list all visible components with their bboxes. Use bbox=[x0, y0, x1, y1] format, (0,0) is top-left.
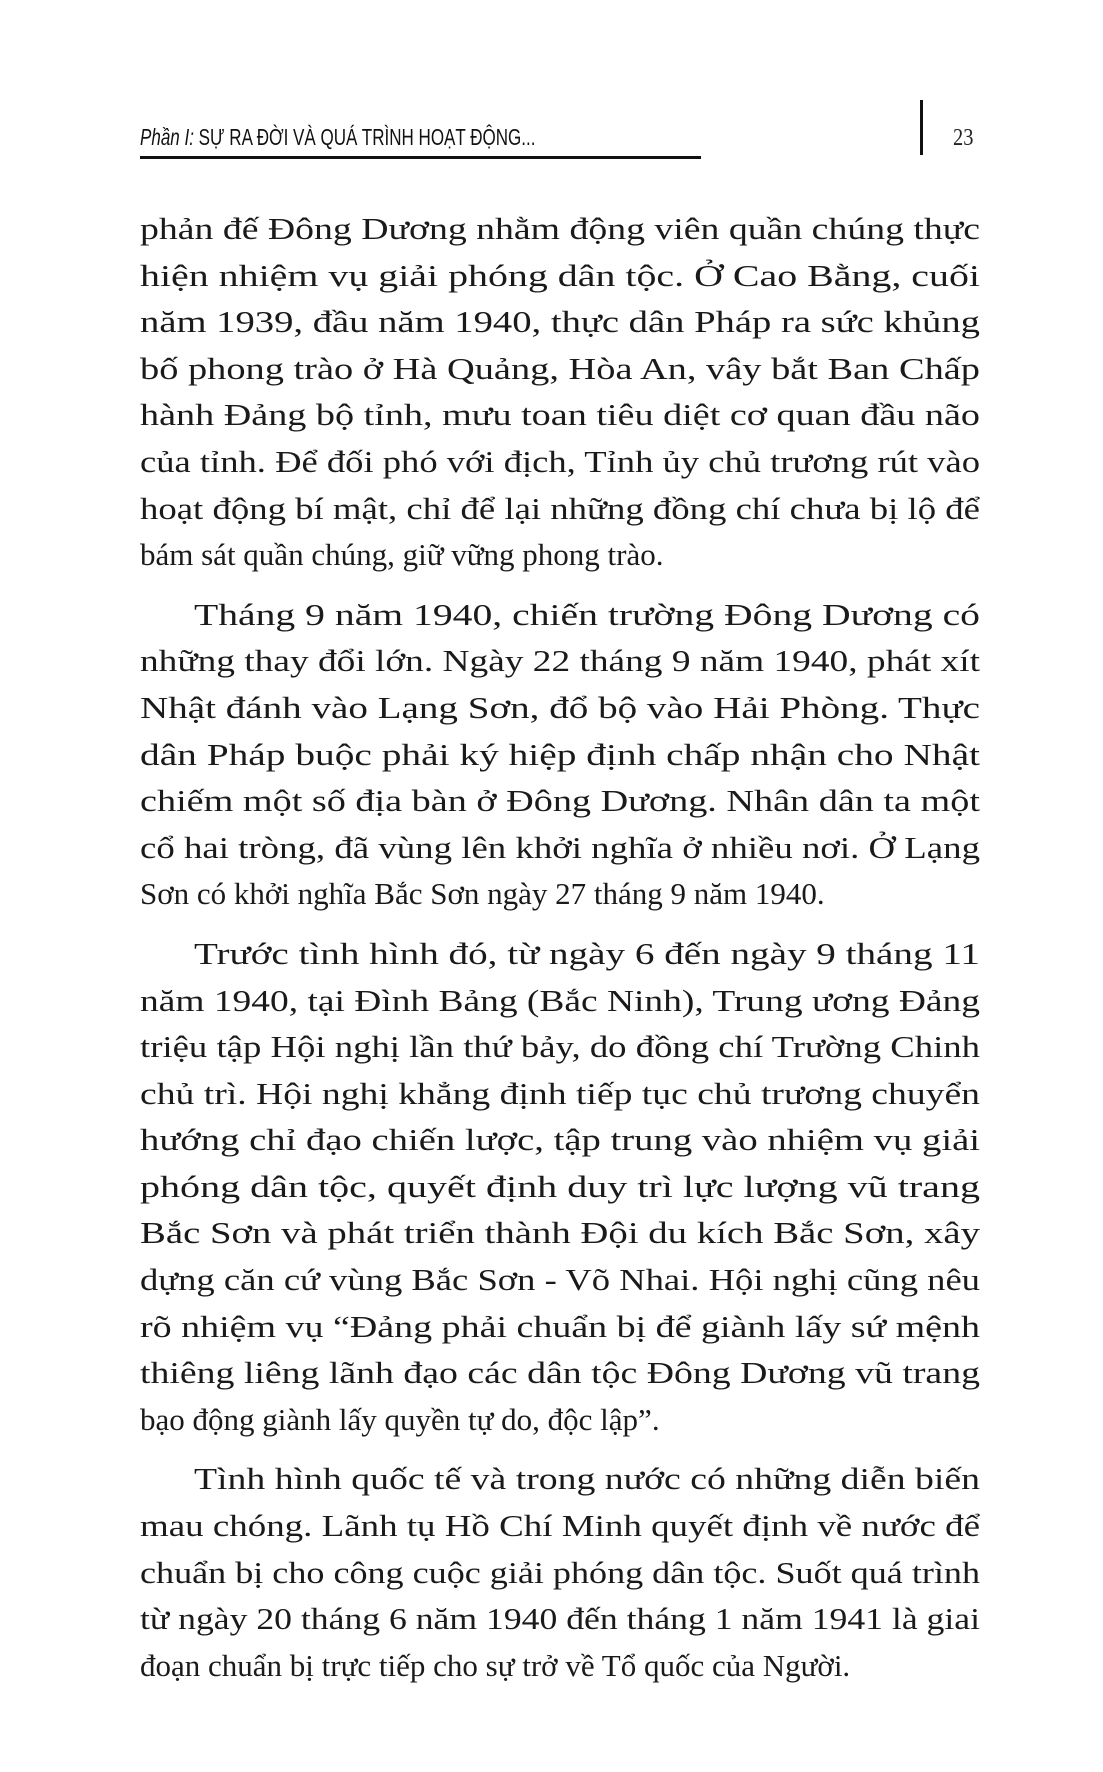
text-line bbox=[140, 778, 980, 825]
line-text: Trước tình hình đó, từ ngày 6 đến ngày 9 tháng 11 bbox=[194, 935, 980, 971]
line-text: triệu tập Hội nghị lần thứ bảy, do đồng chí Trường Chinh bbox=[140, 1029, 981, 1065]
paragraph bbox=[140, 592, 980, 918]
text-line bbox=[140, 978, 980, 1025]
text-line bbox=[140, 1350, 980, 1397]
text-line bbox=[140, 1596, 980, 1643]
line-text: thiêng liêng lãnh đạo các dân tộc Đông Dương vũ trang bbox=[140, 1355, 980, 1391]
text-line bbox=[140, 1024, 980, 1071]
line-text: rõ nhiệm vụ “Đảng phải chuẩn bị để giành lấy sứ mệnh bbox=[140, 1308, 980, 1344]
line-text: chủ trì. Hội nghị khẳng định tiếp tục chủ trương chuyển bbox=[140, 1075, 980, 1111]
line-text: hiện nhiệm vụ giải phóng dân tộc. Ở Cao Bằng, cuối bbox=[140, 257, 980, 293]
line-text: Sơn có khởi nghĩa Bắc Sơn ngày 27 tháng 9 năm 1940. bbox=[140, 876, 825, 912]
line-text: phản đế Đông Dương nhằm động viên quần chúng thực bbox=[140, 211, 980, 246]
line-text: hoạt động bí mật, chỉ để lại những đồng chí chưa bị lộ để bbox=[140, 490, 981, 526]
line-text: chuẩn bị cho công cuộc giải phóng dân tộc. Suốt quá trình bbox=[140, 1554, 980, 1590]
text-line bbox=[140, 299, 980, 346]
text-line bbox=[140, 1164, 980, 1211]
line-text: của tỉnh. Để đối phó với địch, Tỉnh ủy chủ trương rút vào bbox=[140, 443, 980, 479]
line-text: dân Pháp buộc phải ký hiệp định chấp nhận cho Nhật bbox=[140, 736, 980, 772]
line-text: hành Đảng bộ tỉnh, mưu toan tiêu diệt cơ quan đầu não bbox=[140, 397, 980, 433]
text-line bbox=[140, 638, 980, 685]
text-line bbox=[140, 685, 980, 732]
line-text: chiếm một số địa bàn ở Đông Dương. Nhân dân ta một bbox=[140, 783, 980, 819]
header-rule bbox=[140, 156, 701, 159]
text-line bbox=[140, 439, 980, 486]
text-line bbox=[140, 931, 980, 978]
text-line bbox=[140, 486, 980, 533]
text-line bbox=[140, 253, 980, 300]
paragraph bbox=[140, 206, 980, 579]
header-title bbox=[140, 124, 535, 151]
line-text: mau chóng. Lãnh tụ Hồ Chí Minh quyết định về nước để bbox=[140, 1508, 980, 1544]
paragraph bbox=[140, 931, 980, 1444]
text-line bbox=[140, 1643, 980, 1690]
line-text: bố phong trào ở Hà Quảng, Hòa An, vây bắt Ban Chấp bbox=[140, 350, 980, 386]
header-part-label: Phần I: bbox=[140, 124, 194, 150]
line-text: dựng căn cứ vùng Bắc Sơn - Võ Nhai. Hội nghị cũng nêu bbox=[140, 1262, 980, 1298]
header-chapter-title: SỰ RA ĐỜI VÀ QUÁ TRÌNH HOẠT ĐỘNG... bbox=[198, 124, 536, 150]
line-text: Nhật đánh vào Lạng Sơn, đổ bộ vào Hải Phòng. Thực bbox=[140, 689, 980, 725]
line-text: hướng chỉ đạo chiến lược, tập trung vào nhiệm vụ giải bbox=[140, 1122, 980, 1158]
line-text: từ ngày 20 tháng 6 năm 1940 đến tháng 1 năm 1941 là giai bbox=[140, 1601, 980, 1637]
text-line bbox=[140, 1397, 980, 1444]
text-line bbox=[140, 1304, 980, 1351]
line-text: năm 1940, tại Đình Bảng (Bắc Ninh), Trung ương Đảng bbox=[140, 982, 980, 1018]
line-text: Tháng 9 năm 1940, chiến trường Đông Dương có bbox=[194, 596, 980, 632]
line-text: những thay đổi lớn. Ngày 22 tháng 9 năm 1940, phát xít bbox=[140, 643, 980, 679]
text-line bbox=[140, 1503, 980, 1550]
text-line bbox=[140, 1456, 980, 1503]
text-line bbox=[140, 346, 980, 393]
line-text: bạo động giành lấy quyền tự do, độc lập”. bbox=[140, 1401, 660, 1437]
text-line bbox=[140, 1210, 980, 1257]
body-text bbox=[140, 206, 980, 1702]
line-text: phóng dân tộc, quyết định duy trì lực lượng vũ trang bbox=[140, 1168, 980, 1204]
text-line bbox=[140, 592, 980, 639]
paragraph bbox=[140, 1456, 980, 1689]
line-text: đoạn chuẩn bị trực tiếp cho sự trở về Tổ quốc của Người. bbox=[140, 1647, 851, 1683]
running-header bbox=[140, 118, 700, 158]
line-text: năm 1939, đầu năm 1940, thực dân Pháp ra sức khủng bbox=[140, 304, 980, 340]
text-line bbox=[140, 732, 980, 779]
line-text: bám sát quần chúng, giữ vững phong trào. bbox=[140, 537, 664, 573]
line-text: Bắc Sơn và phát triển thành Đội du kích Bắc Sơn, xây bbox=[140, 1215, 980, 1251]
text-line bbox=[140, 871, 980, 918]
text-line bbox=[140, 1117, 980, 1164]
text-line bbox=[140, 532, 980, 579]
text-line bbox=[140, 1257, 980, 1304]
text-line bbox=[140, 825, 980, 872]
text-line bbox=[140, 1550, 980, 1597]
header-divider bbox=[920, 100, 923, 155]
line-text: cổ hai tròng, đã vùng lên khởi nghĩa ở nhiều nơi. Ở Lạng bbox=[140, 829, 980, 865]
text-line bbox=[140, 206, 980, 253]
line-text: Tình hình quốc tế và trong nước có những diễn biến bbox=[194, 1461, 980, 1497]
text-line bbox=[140, 1071, 980, 1118]
page-number: 23 bbox=[953, 125, 974, 151]
text-line bbox=[140, 392, 980, 439]
